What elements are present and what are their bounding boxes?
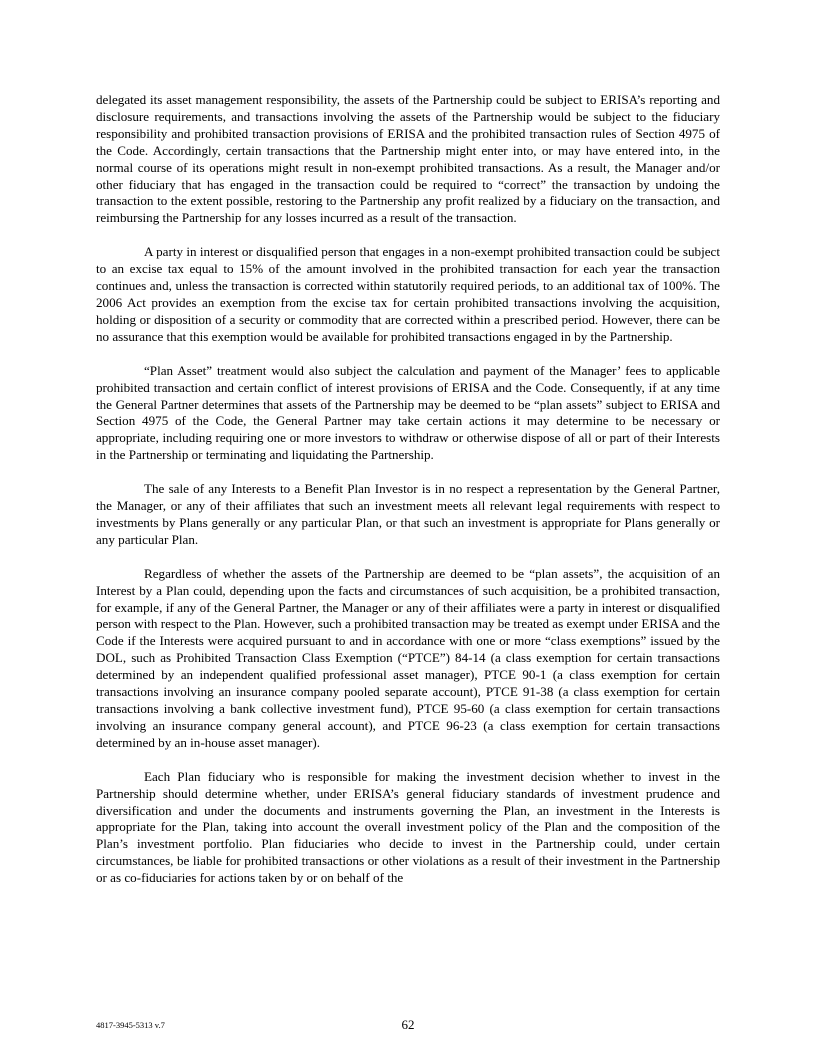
paragraph-class-exemptions: Regardless of whether the assets of the Partnership are deemed to be “plan assets”, the acquisition of an Interest by a Plan could, depending upon the facts and circumstances of such acquisition, be a prohibited transaction, for example, if any of the General Partner, the Manager or any of their affiliates were a party in interest or disqualified person with respect to the Plan. However, such a prohibited transaction may be treated as exempt under ERISA and the Code if the Interests were acquired pursuant to and in accordance with one or more “class exemptions” issued by the DOL, such as Prohibited Transaction Class Exemption (“PTCE”) 84-14 (a class exemption for certain transactions determined by an independent qualified professional asset manager), PTCE 90-1 (a class exemption for certain transactions involving an insurance company pooled separate account), PTCE 91-38 (a class exemption for certain transactions involving a bank collective investment fund), PTCE 95-60 (a class exemption for certain transactions involving an insurance company general account), and PTCE 96-23 (a class exemption for certain transactions determined by an in-house asset manager). [96,565,720,750]
paragraph-plan-asset-treatment: “Plan Asset” treatment would also subject the calculation and payment of the Manager’ fees to applicable prohibited transaction and certain conflict of interest provisions of ERISA and the Code. Consequently, if at any time the General Partner determines that assets of the Partnership may be deemed to be “plan assets” subject to ERISA and Section 4975 of the Code, the General Partner may take certain actions it may determine to be necessary or appropriate, including requiring one or more investors to withdraw or otherwise dispose of all or part of their Interests in the Partnership or terminating and liquidating the Partnership. [96,362,720,463]
footer-document-id: 4817-3945-5313 v.7 [96,1020,165,1030]
paragraph-erisa-plan-asset-continuation: delegated its asset management responsibility, the assets of the Partnership could be subject to ERISA’s reporting and disclosure requirements, and transactions involving the assets of the Partnership would be subject to the fiduciary responsibility and prohibited transaction provisions of ERISA and the prohibited transaction rules of Section 4975 of the Code. Accordingly, certain transactions that the Partnership might enter into, or may have entered into, in the normal course of its operations might result in non-exempt prohibited transactions. As a result, the Manager and/or other fiduciary that has engaged in the transaction could be required to “correct” the transaction by undoing the transaction to the extent possible, restoring to the Partnership any profit realized by a fiduciary on the transaction, and reimbursing the Partnership for any losses incurred as a result of the transaction. [96,92,720,226]
paragraph-no-representation: The sale of any Interests to a Benefit Plan Investor is in no respect a representation by the General Partner, the Manager, or any of their affiliates that such an investment meets all relevant legal requirements with respect to investments by Plans generally or any particular Plan, or that such an investment is appropriate for Plans generally or any particular Plan. [96,481,720,547]
paragraph-excise-tax: A party in interest or disqualified person that engages in a non-exempt prohibited transaction could be subject to an excise tax equal to 15% of the amount involved in the prohibited transaction for each year the transaction continues and, unless the transaction is corrected within statutorily required periods, to an additional tax of 100%. The 2006 Act provides an exemption from the excise tax for certain prohibited transactions involving the acquisition, holding or disposition of a security or commodity that are corrected within a prescribed period. However, there can be no assurance that this exemption would be available for prohibited transactions engaged in by the Partnership. [96,244,720,344]
paragraph-fiduciary-determination: Each Plan fiduciary who is responsible for making the investment decision whether to invest in the Partnership should determine whether, under ERISA’s general fiduciary standards of investment prudence and diversification and under the documents and instruments governing the Plan, an investment in the Interests is appropriate for the Plan, taking into account the overall investment policy of the Plan and the composition of the Plan’s investment portfolio. Plan fiduciaries who decide to invest in the Partnership could, under certain circumstances, be liable for prohibited transactions or other violations as a result of their investment in the Partnership or as co-fiduciaries for actions taken by or on behalf of the [96,768,720,886]
page-number-label: 62 [401,1017,415,1032]
document-body [96,92,720,904]
